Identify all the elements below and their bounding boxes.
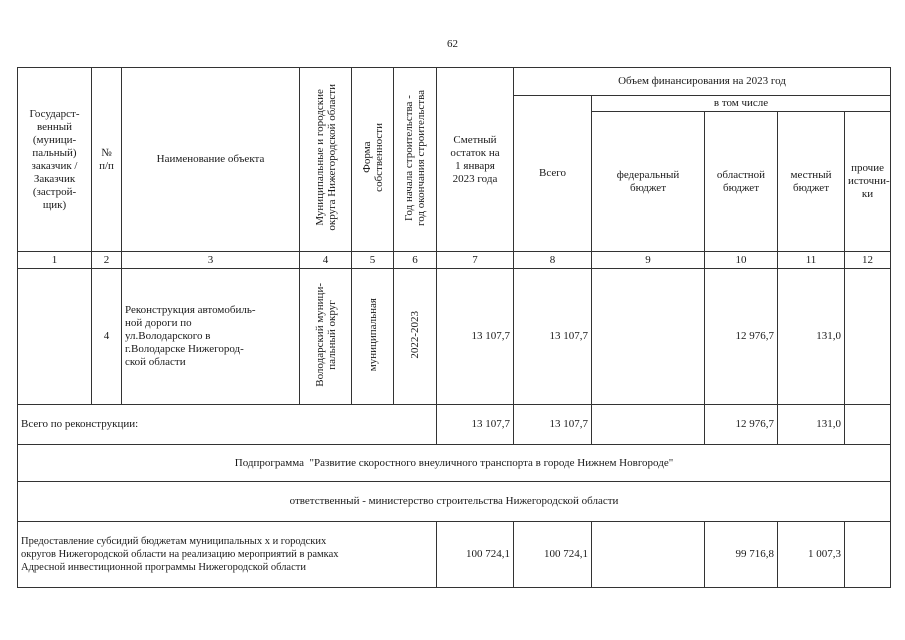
col-num-2: 2 [92, 252, 122, 269]
header-years [394, 68, 437, 252]
header-ownership [352, 68, 394, 252]
object-other [845, 269, 891, 405]
object-estimate: 13 107,7 [437, 269, 514, 405]
header-estimate: Сметный остаток на 1 января 2023 года [437, 68, 514, 252]
total-other [845, 405, 891, 445]
col-num-3: 3 [122, 252, 300, 269]
header-including: в том числе [592, 96, 891, 112]
total-estimate: 13 107,7 [437, 405, 514, 445]
total-local: 131,0 [778, 405, 845, 445]
header-total: Всего [514, 96, 592, 252]
col-num-6: 6 [394, 252, 437, 269]
header-federal: федеральный бюджет [592, 112, 705, 252]
subsidy-federal [592, 522, 705, 588]
header-other: прочие источни- ки [845, 112, 891, 252]
subsidy-local: 1 007,3 [778, 522, 845, 588]
subsidy-label: Предоставление субсидий бюджетам муниципальных х и городских округов Нижегородской области на реализацию мероприятий в рамках Адресной инвестиционной программы Нижегородской области [18, 522, 437, 588]
object-ownership [352, 269, 394, 405]
table-row-subsidy [18, 522, 891, 588]
total-total: 13 107,7 [514, 405, 592, 445]
col-num-9: 9 [592, 252, 705, 269]
object-regional: 12 976,7 [705, 269, 778, 405]
financing-table [17, 67, 891, 588]
col-num-4: 4 [300, 252, 352, 269]
subsidy-other [845, 522, 891, 588]
col-num-12: 12 [845, 252, 891, 269]
header-municipality-text: Муниципальные и городские округа Нижегородской области [313, 84, 338, 231]
object-years [394, 269, 437, 405]
header-years-text: Год начала строительства - год окончания строительства [403, 89, 427, 226]
header-local: местный бюджет [778, 112, 845, 252]
column-number-row [18, 252, 891, 269]
table-row-responsible [18, 482, 891, 522]
object-num: 4 [92, 269, 122, 405]
total-federal [592, 405, 705, 445]
object-total: 13 107,7 [514, 269, 592, 405]
subsidy-estimate: 100 724,1 [437, 522, 514, 588]
object-local: 131,0 [778, 269, 845, 405]
object-ownership-text: муниципальная [366, 297, 379, 372]
col-num-7: 7 [437, 252, 514, 269]
header-regional: областной бюджет [705, 112, 778, 252]
object-years-text: 2022-2023 [409, 310, 421, 359]
table-row-object [18, 269, 891, 405]
subsidy-regional: 99 716,8 [705, 522, 778, 588]
object-customer [18, 269, 92, 405]
table-row-total [18, 405, 891, 445]
subprogram-title: Подпрограмма "Развитие скоростного внеуличного транспорта в городе Нижнем Новгороде" [18, 445, 891, 482]
col-num-8: 8 [514, 252, 592, 269]
header-row-1 [18, 68, 891, 96]
header-object-name: Наименование объекта [122, 68, 300, 252]
col-num-5: 5 [352, 252, 394, 269]
header-funding-title: Объем финансирования на 2023 год [514, 68, 891, 96]
object-federal [592, 269, 705, 405]
total-label: Всего по реконструкции: [18, 405, 437, 445]
header-num: № п/п [92, 68, 122, 252]
object-name: Реконструкция автомобиль- ной дороги по ул.Володарского в г.Володарске Нижегород- ской области [122, 269, 300, 405]
total-regional: 12 976,7 [705, 405, 778, 445]
object-municipality [300, 269, 352, 405]
col-num-10: 10 [705, 252, 778, 269]
table-row-subprogram [18, 445, 891, 482]
header-municipality [300, 68, 352, 252]
col-num-1: 1 [18, 252, 92, 269]
page-number: 62 [447, 38, 458, 50]
object-municipality-text: Володарский муници- пальный округ [313, 282, 338, 387]
subsidy-total: 100 724,1 [514, 522, 592, 588]
responsible-title: ответственный - министерство строительства Нижегородской области [18, 482, 891, 522]
col-num-11: 11 [778, 252, 845, 269]
header-customer: Государст- венный (муници- пальный) заказчик / Заказчик (застрой- щик) [18, 68, 92, 252]
header-ownership-text: Форма собственности [360, 123, 385, 192]
